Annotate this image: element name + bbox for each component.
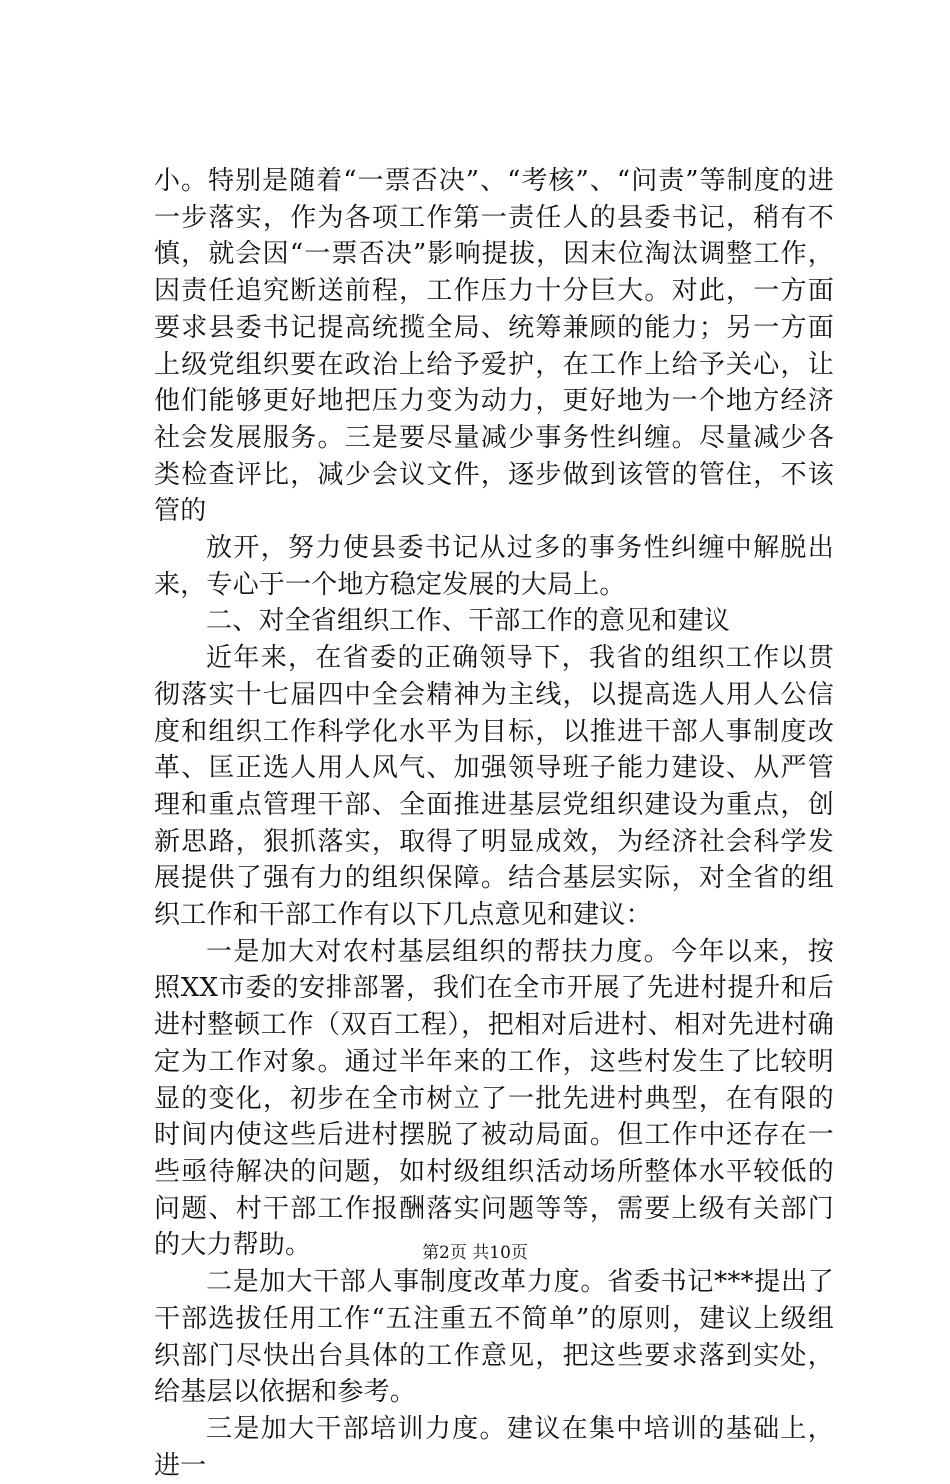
page-number-footer: 第2页 共10页	[422, 1243, 528, 1263]
paragraph-1: 小。特别是随着“一票否决”、“考核”、“问责”等制度的进一步落实，作为各项工作第一责任人的县委书记，稍有不慎，就会因“一票否决”影响提拔，因末位淘汰调整工作，因责任追究断送前程，工作压力十分巨大。对此，一方面要求县委书记提高统揽全局、统筹兼顾的能力；另一方面上级党组织要在政治上给予爱护，在工作上给予关心，让他们能够更好地把压力变为动力，更好地为一个地方经济社会发展服务。三是要尽量减少事务性纠缠。尽量减少各类检查评比，减少会议文件，逐步做到该管的管住，不该管的	[154, 166, 834, 527]
section-heading: 二、对全省组织工作、干部工作的意见和建议	[206, 606, 731, 637]
paragraph-4: 近年来，在省委的正确领导下，我省的组织工作以贯彻落实十七届四中全会精神为主线，以提高选人用人公信度和组织工作科学化水平为目标，以推进干部人事制度改革、匡正选人用人风气、加强领导班子能力建设、从严管理和重点管理干部、全面推进基层党组织建设为重点，创新思路，狠抓落实，取得了明显成效，为经济社会科学发展提供了强有力的组织保障。结合基层实际，对全省的组织工作和干部工作有以下几点意见和建议：	[154, 643, 834, 931]
paragraph-6: 二是加大干部人事制度改革力度。省委书记***提出了干部选拔任用工作“五注重五不简单”的原则，建议上级组织部门尽快出台具体的工作意见，把这些要求落到实处，给基层以依据和参考。	[154, 1267, 834, 1408]
paragraph-2: 放开，努力使县委书记从过多的事务性纠缠中解脱出来，专心于一个地方稳定发展的大局上。	[154, 533, 834, 600]
paragraph-7: 三是加大干部培训力度。建议在集中培训的基础上，进一	[154, 1413, 834, 1481]
paragraph-5: 一是加大对农村基层组织的帮扶力度。今年以来，按照XX市委的安排部署，我们在全市开展了先进村提升和后进村整顿工作（双百工程），把相对后进村、相对先进村确定为工作对象。通过半年来的工作，这些村发生了比较明显的变化，初步在全市树立了一批先进村典型，在有限的时间内使这些后进村摆脱了被动局面。但工作中还存在一些亟待解决的问题，如村级组织活动场所整体水平较低的问题、村干部工作报酬落实问题等等，需要上级有关部门的大力帮助。	[154, 936, 834, 1261]
document-body	[154, 163, 834, 1484]
